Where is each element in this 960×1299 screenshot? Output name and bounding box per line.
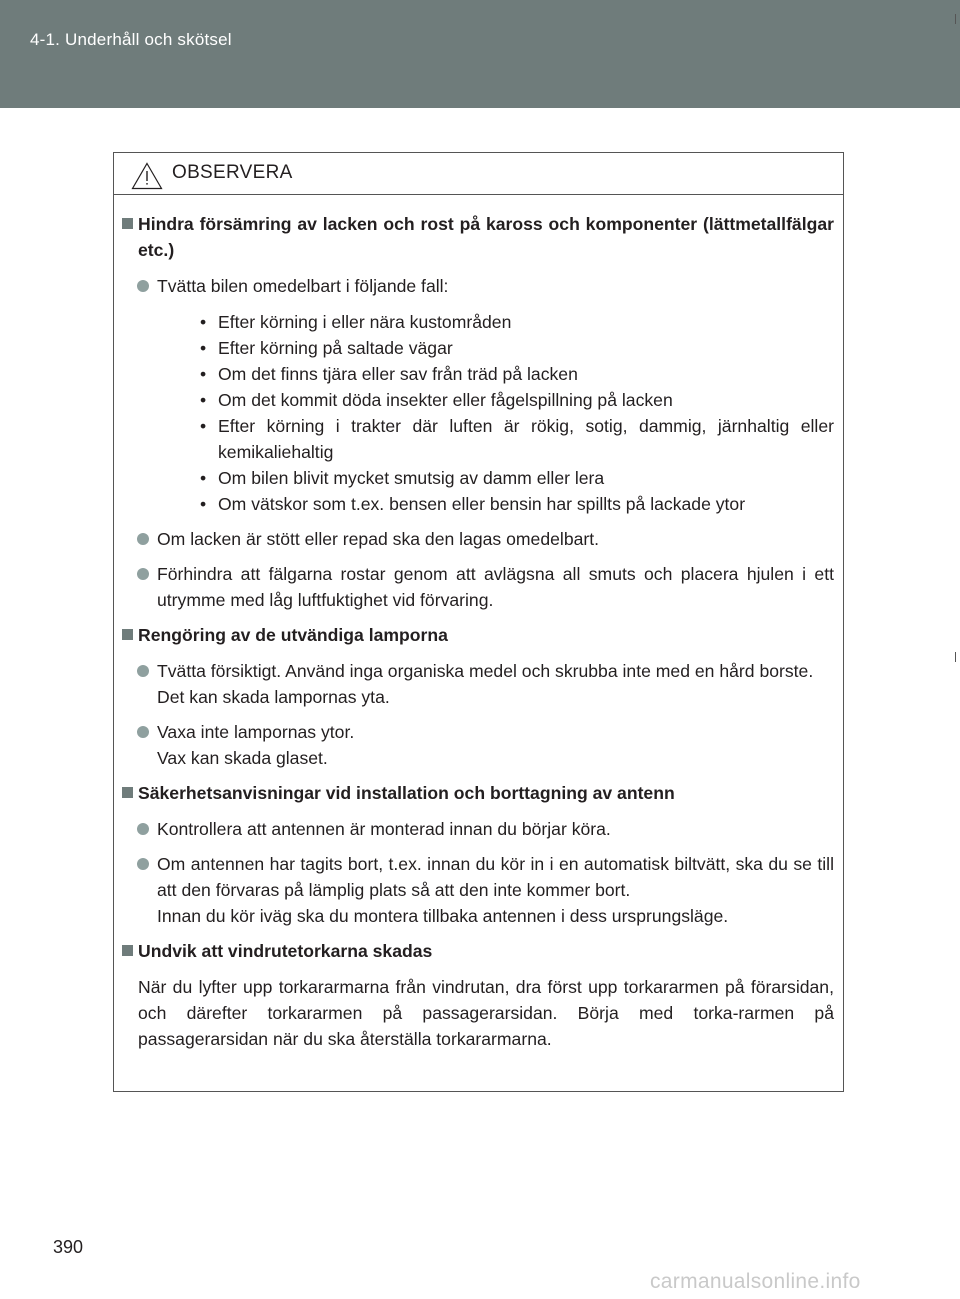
round-bullet-icon: [137, 726, 149, 738]
section-wipers: [122, 938, 834, 1052]
round-bullet-icon: [137, 533, 149, 545]
watermark: carmanualsonline.info: [650, 1270, 861, 1293]
sub-list-item: • Efter körning i trakter där luften är rökig, sotig, dammig, järnhaltig eller kemikaliehaltig: [200, 416, 834, 462]
round-bullet-icon: [137, 568, 149, 580]
notice-body: [114, 195, 843, 1052]
section-heading: Hindra försämring av lacken och rost på kaross och komponenter (lättmetallfälgar etc.): [122, 211, 834, 263]
round-bullet-icon: [137, 858, 149, 870]
notice-box: [113, 152, 844, 1092]
sub-list-item: • Om det kommit döda insekter eller fågelspillning på lacken: [200, 390, 673, 410]
section-paint-rust: [122, 211, 834, 613]
sub-list-item: • Om bilen blivit mycket smutsig av damm eller lera: [200, 468, 605, 488]
list-item: Förhindra att fälgarna rostar genom att avlägsna all smuts och placera hjulen i ett utrymme med låg luftfuktighet vid förvaring.: [122, 561, 834, 613]
list-item: Om lacken är stött eller repad ska den lagas omedelbart.: [122, 526, 834, 552]
sub-list: [157, 309, 834, 517]
square-bullet-icon: [122, 218, 133, 229]
notice-header: [114, 153, 843, 195]
square-bullet-icon: [122, 787, 133, 798]
list-item: Tvätta bilen omedelbart i följande fall: • Efter körning i eller nära kustområden • Efter körning på saltade vägar • Om det finns tjära eller sav från träd på lacken • Om det kommit döda insekter eller fågelspillning på lacken • Efter körning i trakter där luften är rökig, sotig, dammig, järnhaltig eller kemikaliehaltig • Om bilen blivit mycket smutsig av damm eller lera • Om vätskor som t.ex. bensen eller bensin har spillts på lackade ytor: [122, 273, 834, 517]
square-bullet-icon: [122, 629, 133, 640]
sub-list-item: • Om det finns tjära eller sav från träd på lacken: [200, 364, 578, 384]
warning-triangle-icon: [131, 162, 163, 190]
round-bullet-icon: [137, 280, 149, 292]
list-item: Om antennen har tagits bort, t.ex. innan du kör in i en automatisk biltvätt, ska du se till att den förvaras på lämplig plats så att den inte kommer bort. Innan du kör iväg ska du montera tillbaka antennen i dess ursprungsläge.: [122, 851, 834, 929]
round-bullet-icon: [137, 823, 149, 835]
crop-mark-top: [955, 14, 956, 24]
crop-mark-middle: [955, 652, 956, 662]
sub-list-item: • Om vätskor som t.ex. bensen eller bensin har spillts på lackade ytor: [200, 494, 746, 514]
header-band: [0, 0, 960, 108]
round-bullet-icon: [137, 665, 149, 677]
square-bullet-icon: [122, 945, 133, 956]
section-heading: Säkerhetsanvisningar vid installation och borttagning av antenn: [122, 780, 834, 806]
sub-list-item: • Efter körning i eller nära kustområden: [200, 312, 512, 332]
section-title: 4-1. Underhåll och skötsel: [30, 30, 232, 49]
section-lamps: [122, 622, 834, 771]
list-item: Kontrollera att antennen är monterad innan du börjar köra.: [122, 816, 834, 842]
page-number: 390: [53, 1237, 84, 1257]
sub-list-item: • Efter körning på saltade vägar: [200, 338, 453, 358]
section-heading: Undvik att vindrutetorkarna skadas: [122, 938, 834, 964]
list-item: Tvätta försiktigt. Använd inga organiska medel och skrubba inte med en hård borste. Det kan skada lampornas yta.: [122, 658, 834, 710]
list-item: Vaxa inte lampornas ytor. Vax kan skada glaset.: [122, 719, 834, 771]
paragraph: När du lyfter upp torkararmarna från vindrutan, dra först upp torkararmen på förarsidan, och därefter torkararmen på passagerarsidan. Börja med torka-rarmen på passagerarsidan när du ska återställa torkararmarna.: [138, 977, 834, 1049]
section-antenna: [122, 780, 834, 929]
section-heading: Rengöring av de utvändiga lamporna: [122, 622, 834, 648]
notice-title: OBSERVERA: [172, 162, 293, 183]
